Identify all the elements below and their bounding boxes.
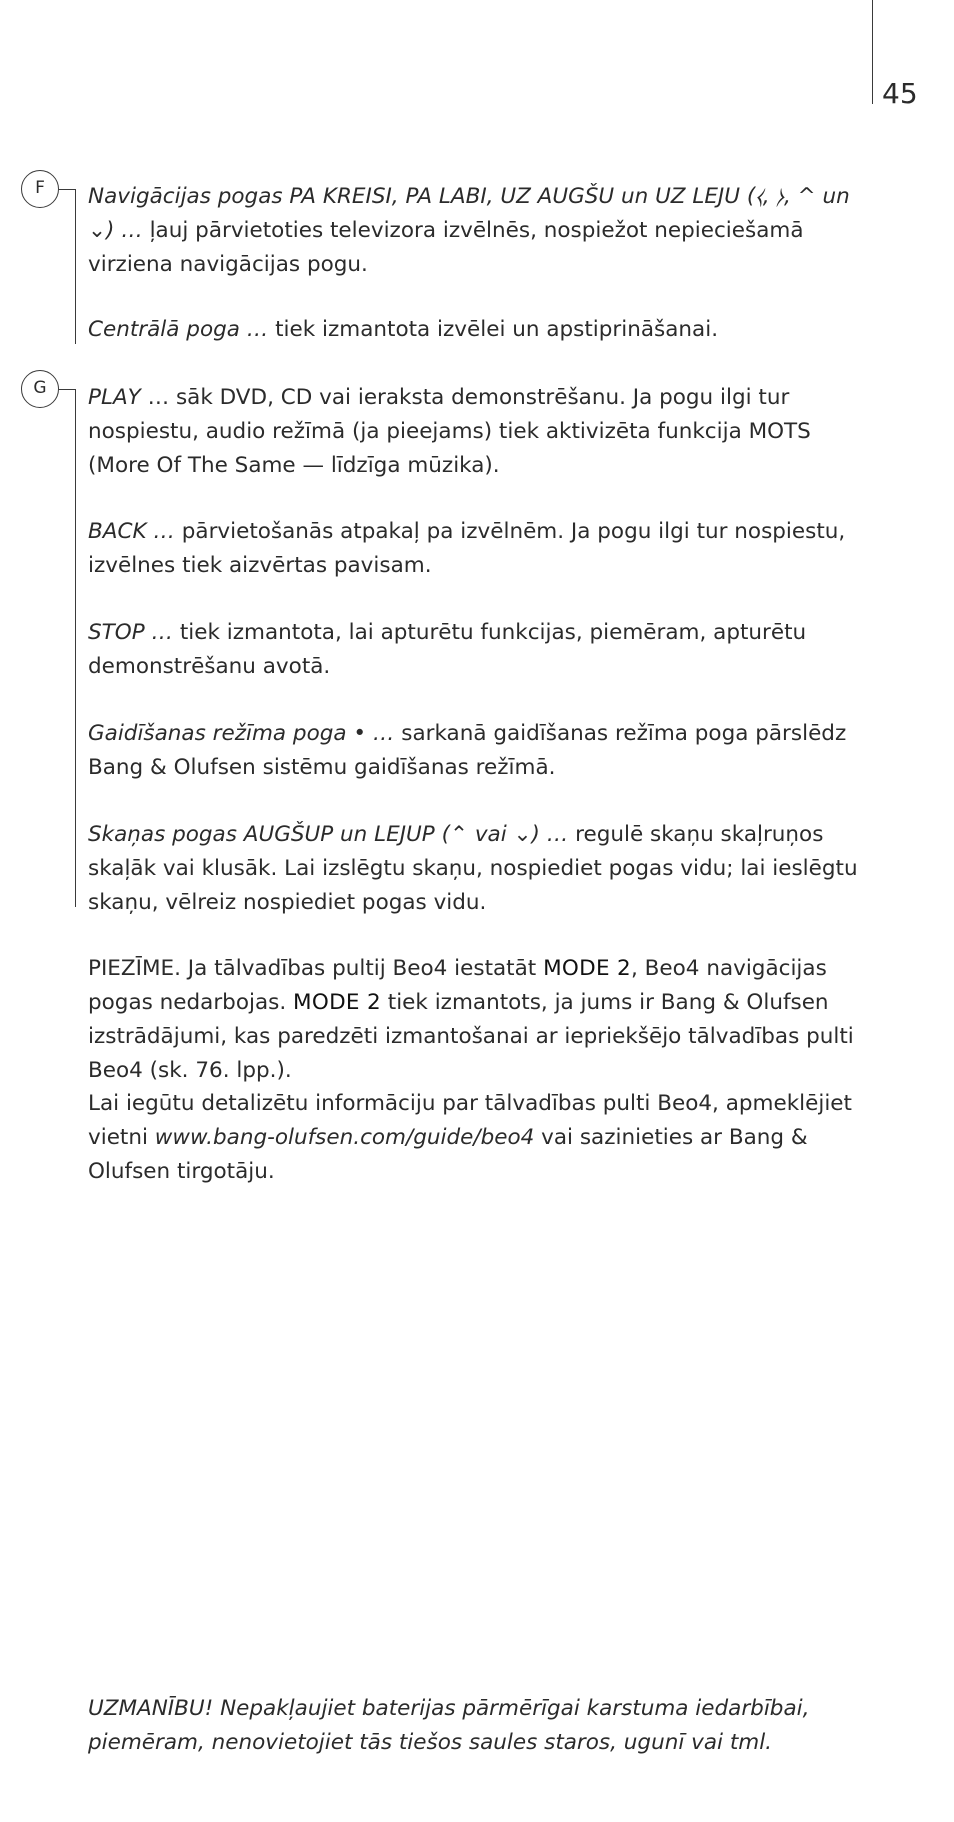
note-text-2: , Beo4 navigācijas pogas nedarbojas.	[88, 956, 827, 1015]
info-text-2: vai sazinieties ar Bang & Olufsen tirgotāju.	[88, 1125, 808, 1184]
note-text-1: PIEZĪME. Ja tālvadības pultij Beo4 iestatāt	[88, 956, 544, 981]
nav-buttons-text: ļauj pārvietoties televizora izvēlnēs, nospiežot nepieciešamā virziena navigācijas pogu.	[88, 218, 804, 277]
callout-f-connector	[59, 189, 75, 190]
nav-buttons-term: Navigācijas pogas PA KREISI, PA LABI, UZ AUGŠU un UZ LEJU (⧼, ⧽, ^ un ⌄) …	[88, 184, 850, 243]
page-edge-line	[872, 0, 873, 104]
center-button-term: Centrālā poga …	[88, 317, 269, 342]
note-mode-label-2: MODE 2	[293, 990, 381, 1015]
note-text-3: tiek izmantots, ja jums ir Bang & Olufsen izstrādājumi, kas paredzēti izmantošanai ar iepriekšējo tālvadības pulti Beo4 (sk. 76. lpp.).	[88, 990, 854, 1083]
standby-button-description	[88, 717, 878, 785]
back-button-description	[88, 515, 878, 583]
back-button-term: BACK …	[88, 519, 175, 544]
battery-warning: UZMANĪBU! Nepakļaujiet baterijas pārmērīgai karstuma iedarbībai, piemēram, nenovietojiet tās tiešos saules staros, ugunī vai tml.	[88, 1696, 810, 1755]
volume-buttons-text: regulē skaņu skaļruņos skaļāk vai klusāk. Lai izslēgtu skaņu, nospiediet pogas vidu; lai ieslēgtu skaņu, vēlreiz nospiediet pogas vidu.	[88, 822, 858, 915]
volume-buttons-term: Skaņas pogas AUGŠUP un LEJUP (⌃ vai ⌄) …	[88, 822, 569, 847]
standby-button-text: sarkanā gaidīšanas režīma poga pārslēdz Bang & Olufsen sistēmu gaidīšanas režīmā.	[88, 721, 847, 780]
play-button-text: … sāk DVD, CD vai ieraksta demonstrēšanu. Ja pogu ilgi tur nospiestu, audio režīmā (ja pieejams) tiek aktivizēta funkcija MOTS (More Of The Same — līdzīga mūzika).	[88, 385, 811, 478]
mode2-note	[88, 952, 878, 1088]
note-mode-label-1: MODE 2	[543, 956, 631, 981]
callout-f-bracket	[75, 189, 76, 344]
page-number: 45	[882, 77, 918, 110]
stop-button-term: STOP …	[88, 620, 174, 645]
volume-buttons-description	[88, 818, 878, 920]
more-info-paragraph	[88, 1087, 878, 1189]
guide-url-link[interactable]: www.bang-olufsen.com/guide/beo4	[154, 1125, 535, 1150]
stop-button-text: tiek izmantota, lai apturētu funkcijas, piemēram, apturētu demonstrēšanu avotā.	[88, 620, 807, 679]
callout-marker-g: G	[21, 370, 59, 408]
play-button-description	[88, 381, 878, 483]
callout-g-connector	[59, 389, 75, 390]
nav-buttons-description	[88, 180, 878, 282]
center-button-text: tiek izmantota izvēlei un apstiprināšanai.	[268, 317, 719, 342]
info-text-1: Lai iegūtu detalizētu informāciju par tālvadības pulti Beo4, apmeklējiet vietni	[88, 1091, 852, 1150]
play-button-term: PLAY	[88, 385, 141, 410]
stop-button-description	[88, 616, 878, 684]
center-button-description	[88, 313, 878, 347]
back-button-text: pārvietošanās atpakaļ pa izvēlnēm. Ja pogu ilgi tur nospiestu, izvēlnes tiek aizvērtas pavisam.	[88, 519, 846, 578]
callout-g-bracket	[75, 389, 76, 907]
standby-button-term: Gaidīšanas režīma poga • …	[88, 721, 395, 746]
callout-marker-f: F	[21, 170, 59, 208]
